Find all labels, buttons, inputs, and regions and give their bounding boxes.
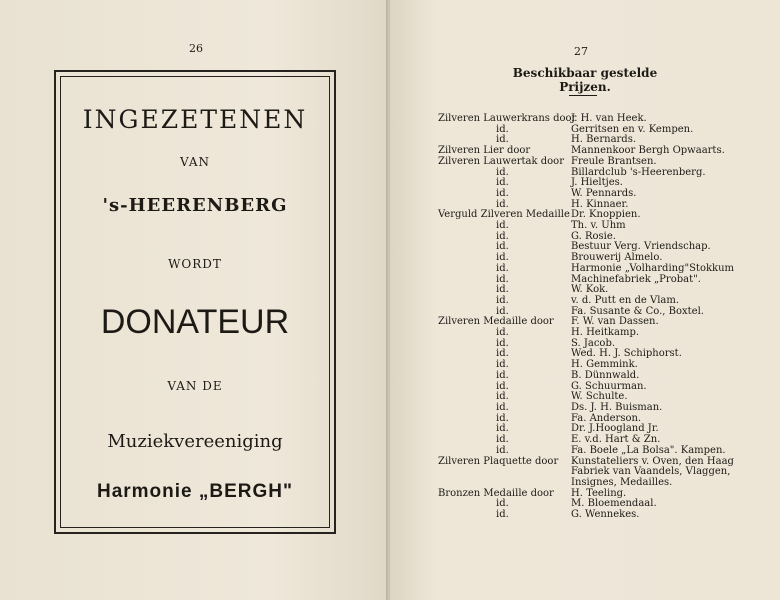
prize-row	[438, 264, 738, 275]
prize-type: id.	[496, 434, 509, 446]
prize-donor: H. Teeling.	[571, 487, 627, 499]
prize-row	[438, 446, 738, 457]
prize-list	[438, 114, 738, 521]
heading-rule	[569, 95, 597, 96]
prize-type: id.	[496, 348, 509, 360]
prize-type: id.	[496, 166, 509, 178]
prize-row	[438, 371, 738, 382]
advertisement-inner-border	[60, 76, 330, 528]
prize-type: id.	[496, 241, 509, 253]
prize-donor: E. v.d. Hart & Zn.	[571, 434, 661, 446]
prize-row	[438, 157, 738, 168]
prize-type: id.	[496, 273, 509, 285]
prize-donor: Kunstateliers v. Oven, den Haag	[571, 455, 734, 467]
prize-type: id.	[496, 412, 509, 424]
prize-donor: Brouwerij Almelo.	[571, 252, 663, 264]
prize-type: id.	[496, 230, 509, 242]
prize-donor: H. Bernards.	[571, 134, 637, 146]
ad-line-harmonie-bergh: Harmonie „BERGH"	[96, 481, 294, 502]
prize-type	[438, 467, 571, 478]
prize-donor: Insignes, Medailles.	[571, 476, 673, 488]
prize-donor: H. Gemmink.	[571, 359, 638, 371]
prize-donor: Wed. H. J. Schiphorst.	[571, 348, 682, 360]
prize-type: id.	[496, 294, 509, 306]
prize-type: id.	[496, 509, 509, 521]
prize-type: id.	[496, 284, 509, 296]
ad-line-van: VAN	[179, 155, 211, 169]
page-number-right: 27	[574, 45, 588, 58]
prize-donor: Bestuur Verg. Vriendschap.	[571, 241, 711, 253]
prize-row	[438, 478, 738, 489]
prize-type: Zilveren Lauwerkrans door	[438, 113, 577, 124]
prize-donor: Billardclub 's-Heerenberg.	[571, 166, 706, 178]
prize-type: Zilveren Plaquette door	[438, 455, 559, 467]
page-number-left: 26	[189, 42, 203, 55]
left-page	[0, 0, 388, 600]
prize-donor: W. Kok.	[571, 284, 609, 296]
prize-donor: Fabriek van Vaandels, Vlaggen,	[571, 466, 731, 478]
prize-donor: W. Pennards.	[571, 187, 637, 199]
prize-donor: Dr. Knoppien.	[571, 209, 641, 221]
prize-type: id.	[496, 380, 509, 392]
prize-type: id.	[496, 337, 509, 349]
prize-type: id.	[496, 123, 509, 135]
ad-line-ingezetenen: INGEZETENEN	[82, 105, 308, 134]
prize-donor: Ds. J. H. Buisman.	[571, 401, 663, 413]
prize-type: Zilveren Lier door	[438, 145, 531, 157]
prize-donor: Mannenkoor Bergh Opwaarts.	[571, 145, 725, 157]
prize-type: id.	[496, 220, 509, 232]
prize-type: id.	[496, 177, 509, 189]
prize-type: Verguld Zilveren Medaille	[438, 209, 570, 221]
prize-row	[438, 510, 738, 521]
prize-type	[438, 478, 571, 489]
prize-donor: G. Wennekes.	[571, 509, 640, 521]
prize-donor: G. Schuurman.	[571, 380, 647, 392]
prize-type: id.	[496, 369, 509, 381]
prize-donor: F. W. van Dassen.	[571, 316, 659, 328]
prize-donor: G. Rosie.	[571, 230, 616, 242]
prize-donor: B. Dünnwald.	[571, 369, 640, 381]
prize-type: id.	[496, 252, 509, 264]
prize-type: id.	[496, 423, 509, 435]
prize-type: id.	[496, 498, 509, 510]
prize-donor: Harmonie „Volharding"Stokkum	[571, 262, 735, 274]
prize-type: Zilveren Lauwertak door	[438, 155, 564, 167]
prize-donor: Dr. J.Hoogland Jr.	[571, 423, 659, 435]
prize-donor: W. Schulte.	[571, 391, 628, 403]
prize-donor: Th. v. Uhm	[571, 220, 626, 232]
ad-line-wordt: WORDT	[168, 257, 222, 271]
prize-type: id.	[496, 262, 509, 274]
ad-line-van-de: VAN DE	[167, 379, 223, 393]
prize-donor: S. Jacob.	[571, 337, 616, 349]
prize-donor: Gerritsen en v. Kempen.	[571, 123, 694, 135]
ad-line-donateur: DONATEUR	[100, 303, 290, 341]
prize-type: id.	[496, 359, 509, 371]
prize-donor: M. Bloemendaal.	[571, 498, 657, 510]
prize-donor: H. Kinnaer.	[571, 198, 629, 210]
ad-line-heerenberg: 's-HEERENBERG	[102, 195, 288, 216]
prize-donor: J. Hieltjes.	[571, 177, 623, 189]
prize-type: id.	[496, 327, 509, 339]
prize-donor: Freule Brantsen.	[571, 155, 657, 167]
prize-donor: Fa. Anderson.	[571, 412, 642, 424]
prize-donor: Fa. Susante & Co., Boxtel.	[571, 305, 704, 317]
prize-type: id.	[496, 134, 509, 146]
advertisement-frame	[54, 70, 336, 534]
prize-type: id.	[496, 198, 509, 210]
prize-donor: J. H. van Heek.	[571, 113, 647, 124]
prize-donor: Machinefabriek „Probat".	[571, 273, 701, 285]
prizes-heading: Beschikbaar gestelde Prijzen.	[512, 66, 658, 94]
prize-donor: Fa. Boele „La Bolsa". Kampen.	[571, 444, 726, 456]
prize-type: id.	[496, 187, 509, 199]
prize-type: id.	[496, 391, 509, 403]
prize-type: id.	[496, 305, 509, 317]
prize-type: id.	[496, 444, 509, 456]
prize-type: Zilveren Medaille door	[438, 316, 554, 328]
ad-line-muziekvereeniging: Muziekvereeniging	[107, 431, 283, 452]
prize-donor: v. d. Putt en de Vlam.	[571, 294, 680, 306]
prize-type: Bronzen Medaille door	[438, 487, 554, 499]
prize-donor: H. Heitkamp.	[571, 327, 640, 339]
prize-type: id.	[496, 401, 509, 413]
